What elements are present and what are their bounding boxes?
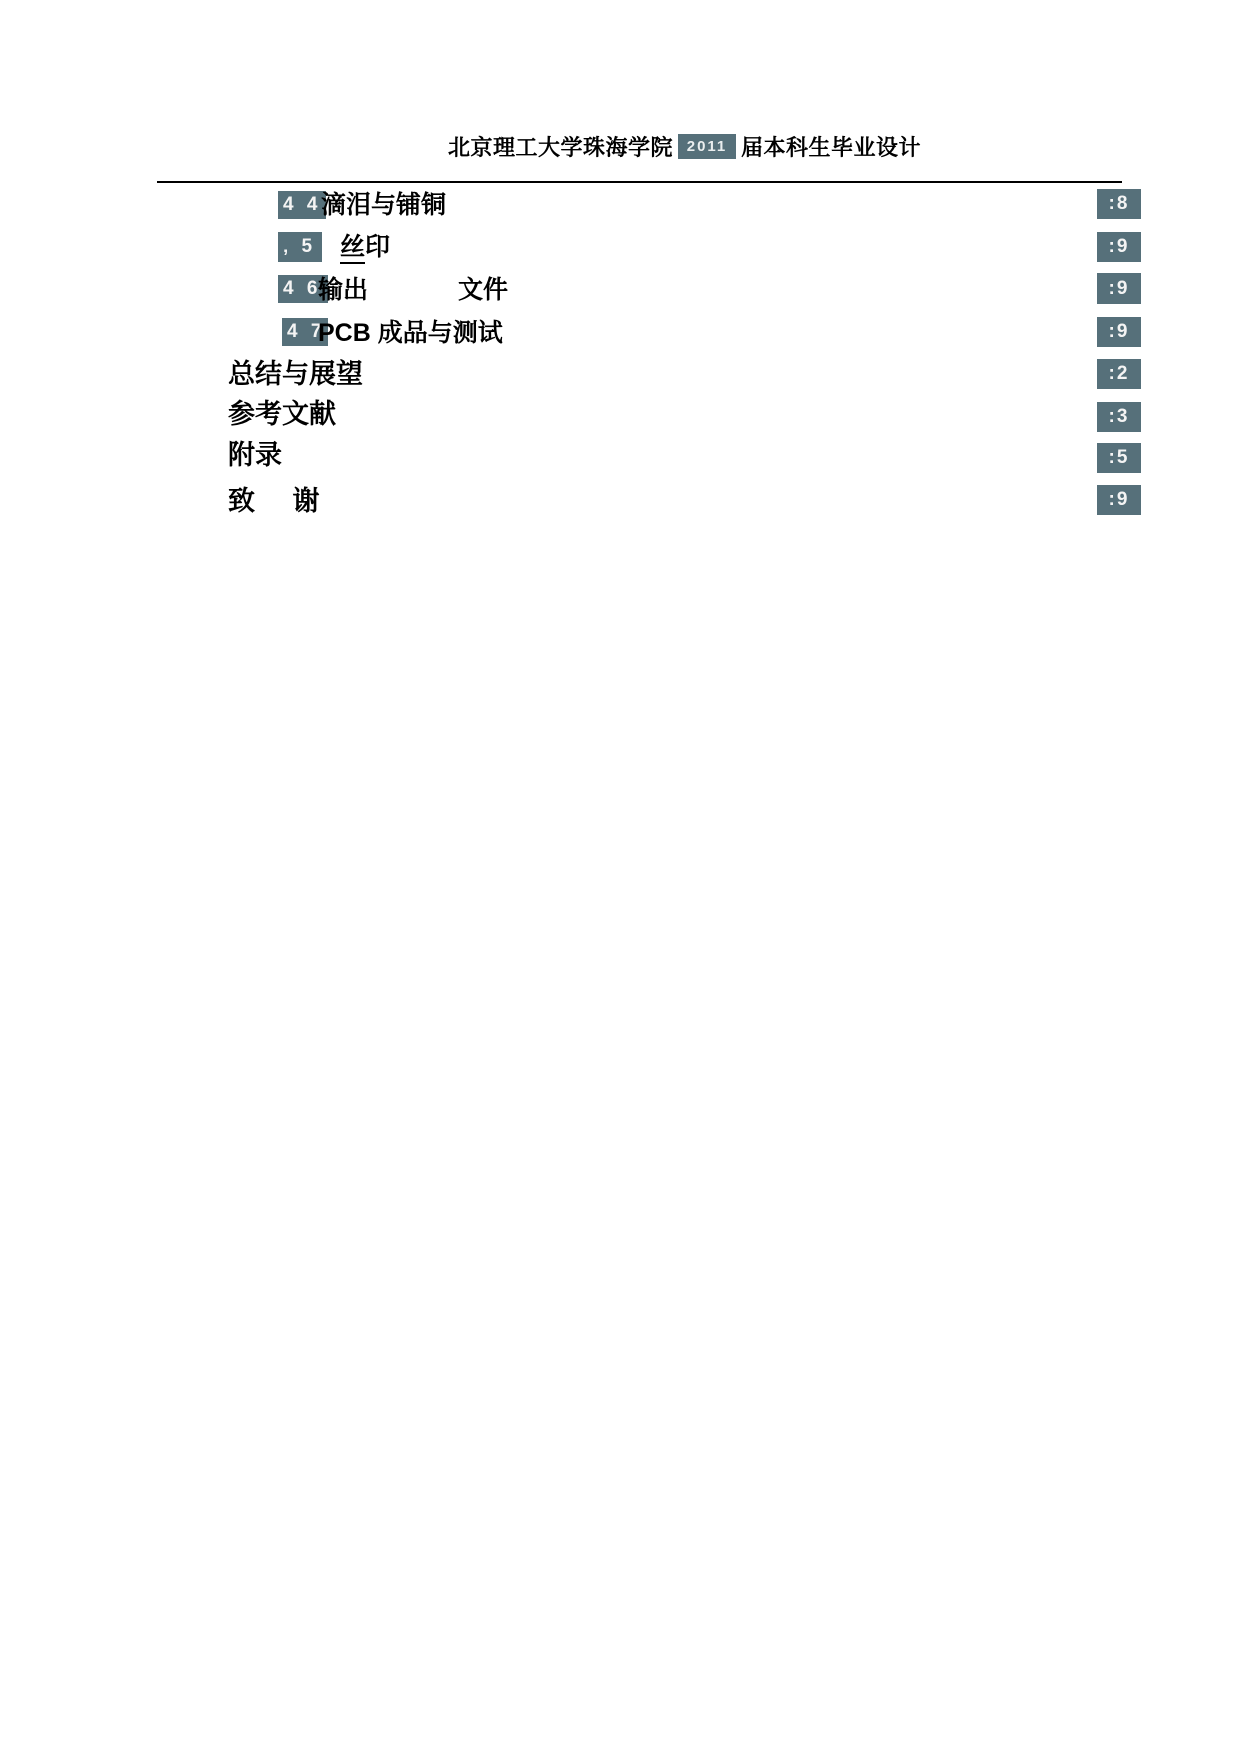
year-field[interactable]: 2011: [678, 134, 736, 159]
page-number-field[interactable]: :3: [1097, 402, 1141, 432]
toc-entry-title-part: 印: [365, 233, 391, 261]
header-text-prefix: 北京理工大学珠海学院: [448, 134, 674, 160]
toc-entry-title-suffix: 文件: [458, 276, 509, 304]
header-text-suffix: 届本科生毕业设计: [741, 134, 922, 160]
toc-entry-title: 滴泪与铺铜: [321, 191, 447, 219]
page-number-field[interactable]: :9: [1097, 485, 1141, 515]
page-number-field[interactable]: :9: [1097, 232, 1141, 262]
page-number-field[interactable]: :9: [1097, 317, 1141, 347]
toc-entry-title: [340, 233, 390, 262]
page-number-field[interactable]: :9: [1097, 273, 1141, 304]
header-divider: [157, 181, 1122, 183]
section-number-field[interactable]: 4 6: [278, 275, 328, 303]
toc-entry-title: 附录: [228, 440, 282, 470]
section-number-field[interactable]: 4 4: [278, 191, 326, 219]
section-number-field[interactable]: 4 7: [282, 318, 328, 346]
section-number-field[interactable]: ‚ 5: [278, 232, 322, 262]
page-number-field[interactable]: :2: [1097, 359, 1141, 389]
page-number-field[interactable]: :5: [1097, 443, 1141, 473]
toc-entry-title: 输出: [318, 276, 369, 304]
toc-entry-title: 致 谢: [228, 486, 320, 516]
toc-entry-title: 参考文献: [228, 399, 336, 429]
toc-entry-title: PCB 成品与测试: [318, 319, 503, 347]
document-header: [448, 131, 921, 161]
page-number-field[interactable]: :8: [1097, 189, 1141, 219]
toc-entry-title: 总结与展望: [228, 359, 363, 389]
toc-entry-title-part: 丝: [340, 233, 365, 264]
